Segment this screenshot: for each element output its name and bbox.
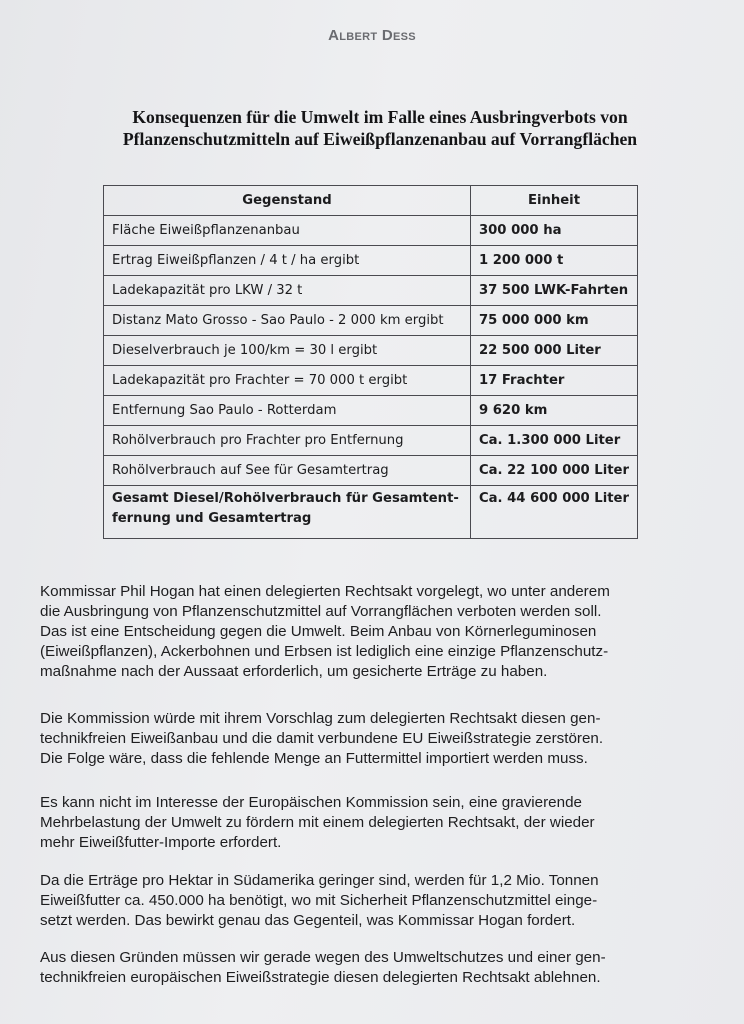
paragraph-3 [40,793,710,853]
row-unit: Ca. 1.300 000 Liter [470,426,637,456]
total-item [104,486,471,539]
paragraph-line: maßnahme nach der Aussaat erforderlich, um gesicherte Erträge zu haben. [40,663,548,680]
table-row [104,246,638,276]
row-unit: 1 200 000 t [470,246,637,276]
paragraph-line: Das ist eine Entscheidung gegen die Umwelt. Beim Anbau von Körnerleguminosen [40,623,597,640]
row-item: Ladekapazität pro Frachter = 70 000 t ergibt [104,366,471,396]
consequences-table [103,185,638,539]
total-item-line-2: fernung und Gesamtertrag [112,511,312,526]
row-unit: 9 620 km [470,396,637,426]
paragraph-1 [40,582,710,682]
paragraph-line: Kommissar Phil Hogan hat einen delegierten Rechtsakt vorgelegt, wo unter anderem [40,583,610,600]
paragraph-line: mehr Eiweißfutter-Importe erfordert. [40,834,282,851]
paragraph-line: Aus diesen Gründen müssen wir gerade wegen des Umweltschutzes und einer gen- [40,949,606,966]
row-item: Ertrag Eiweißpflanzen / 4 t / ha ergibt [104,246,471,276]
paragraph-line: Die Folge wäre, dass die fehlende Menge an Futtermittel importiert werden muss. [40,750,588,767]
table-total-row [104,486,638,539]
paragraph-line: Eiweißfutter ca. 450.000 ha benötigt, wo mit Sicherheit Pflanzenschutzmittel einge- [40,892,598,909]
total-item-line-1: Gesamt Diesel/Rohölverbrauch für Gesamtent- [112,491,459,506]
row-unit: 37 500 LWK-Fahrten [470,276,637,306]
table-row [104,456,638,486]
paragraph-line: Da die Erträge pro Hektar in Südamerika geringer sind, werden für 1,2 Mio. Tonnen [40,872,599,889]
row-item: Rohölverbrauch pro Frachter pro Entfernung [104,426,471,456]
table-row [104,396,638,426]
table-row [104,366,638,396]
paragraph-line: Die Kommission würde mit ihrem Vorschlag zum delegierten Rechtsakt diesen gen- [40,710,601,727]
title-line-2: Pflanzenschutzmitteln auf Eiweißpflanzenanbau auf Vorrangflächen [122,129,638,149]
total-unit: Ca. 44 600 000 Liter [470,486,637,539]
paragraph-line: Mehrbelastung der Umwelt zu fördern mit einem delegierten Rechtsakt, der wieder [40,814,595,831]
row-item: Distanz Mato Grosso - Sao Paulo - 2 000 km ergibt [104,306,471,336]
paragraph-line: Es kann nicht im Interesse der Europäischen Kommission sein, eine gravierende [40,794,582,811]
paragraph-line: technikfreien Eiweißanbau und die damit verbundene EU Eiweißstrategie zerstören. [40,730,604,747]
row-item: Ladekapazität pro LKW / 32 t [104,276,471,306]
paragraph-4 [40,871,710,931]
paragraph-line: (Eiweißpflanzen), Ackerbohnen und Erbsen ist lediglich eine einzige Pflanzenschutz- [40,643,609,660]
author-name: Albert Dess [328,27,416,44]
row-item: Rohölverbrauch auf See für Gesamtertrag [104,456,471,486]
table-row [104,276,638,306]
row-unit: 22 500 000 Liter [470,336,637,366]
table-row [104,336,638,366]
table-row [104,306,638,336]
table-header-row [104,186,638,216]
paragraph-5 [40,948,710,988]
paragraph-line: die Ausbringung von Pflanzenschutzmittel auf Vorrangflächen verboten werden soll. [40,603,602,620]
row-item: Entfernung Sao Paulo - Rotterdam [104,396,471,426]
paragraph-line: setzt werden. Das bewirkt genau das Gegenteil, was Kommissar Hogan fordert. [40,912,576,929]
document-title [30,106,730,150]
row-item: Fläche Eiweißpflanzenanbau [104,216,471,246]
row-item: Dieselverbrauch je 100/km = 30 l ergibt [104,336,471,366]
paragraph-line: technikfreien europäischen Eiweißstrategie diesen delegierten Rechtsakt ablehnen. [40,969,601,986]
title-line-1: Konsequenzen für die Umwelt im Falle eines Ausbringverbots von [132,107,628,127]
row-unit: 75 000 000 km [470,306,637,336]
paragraph-2 [40,709,710,769]
header-gegenstand: Gegenstand [104,186,471,216]
table-row [104,216,638,246]
row-unit: Ca. 22 100 000 Liter [470,456,637,486]
row-unit: 17 Frachter [470,366,637,396]
table-row [104,426,638,456]
header-einheit: Einheit [470,186,637,216]
row-unit: 300 000 ha [470,216,637,246]
